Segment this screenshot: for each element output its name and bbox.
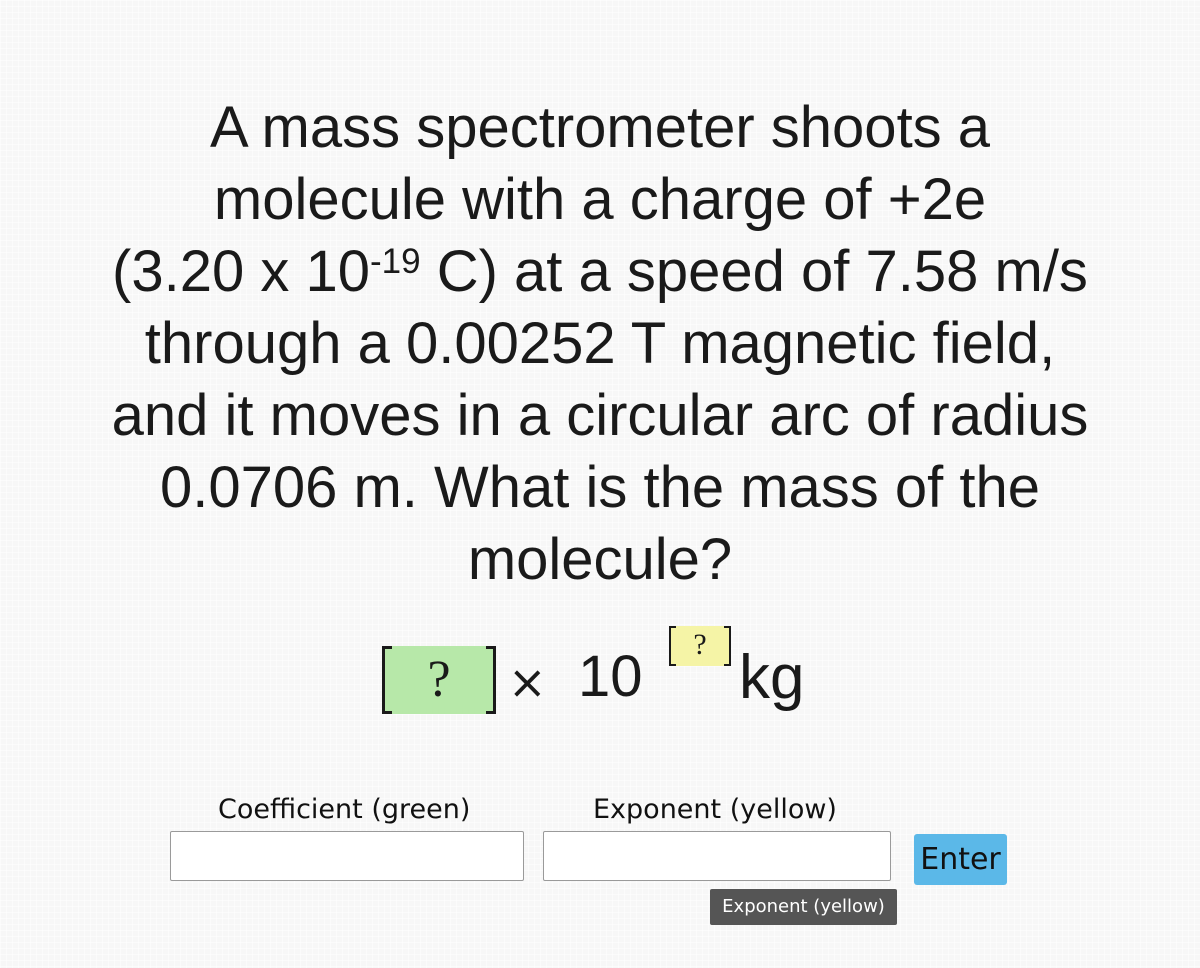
question-line-4: through a 0.00252 T magnetic field, [144, 311, 1056, 376]
coefficient-placeholder: ? [427, 651, 451, 708]
answer-formula [0, 620, 1200, 730]
right-bracket [486, 646, 496, 714]
exponent-box [671, 626, 729, 666]
base-ten: 10 [578, 644, 643, 709]
exponent-label: Exponent (yellow) [593, 794, 837, 825]
charge-exponent: -19 [370, 242, 421, 281]
question-line-3-start: (3.20 x 10 [112, 239, 370, 304]
coefficient-box [384, 646, 494, 714]
coefficient-input[interactable] [170, 831, 524, 881]
exponent-placeholder: ? [693, 628, 707, 661]
question-line-1: A mass spectrometer shoots a [209, 95, 991, 160]
exponent-input[interactable] [543, 831, 891, 881]
times-symbol: × [508, 655, 547, 709]
question-line-7: molecule? [467, 527, 733, 592]
right-bracket [724, 626, 731, 666]
question-line-5: and it moves in a circular arc of radius [111, 383, 1089, 448]
question-text [0, 92, 1200, 596]
question-line-3-end: C) at a speed of 7.58 m/s [420, 239, 1088, 304]
question-line-3 [0, 236, 1200, 308]
question-line-6: 0.0706 m. What is the mass of the [159, 455, 1041, 520]
coefficient-label: Coefficient (green) [218, 794, 471, 825]
exponent-tooltip: Exponent (yellow) [710, 889, 897, 925]
unit-label: kg [739, 643, 805, 712]
question-line-2: molecule with a charge of +2e [213, 167, 987, 232]
enter-button[interactable]: Enter [914, 834, 1007, 885]
